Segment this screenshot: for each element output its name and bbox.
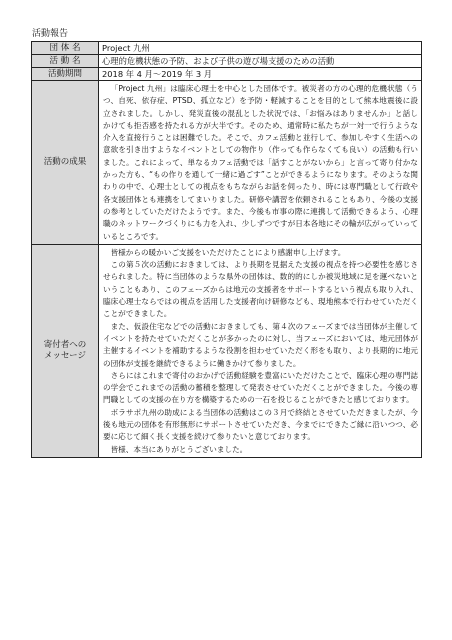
row-group-name [32,42,422,55]
message-paragraph: 皆様からの暖かいご支援をいただけたことにより感謝申し上げます。 [110,247,346,257]
group-name-value: Project 九州 [99,42,422,55]
message-paragraph: また、仮設住宅などでの活動におきましても、第４次のフェーズまでは当団体が主催してイベントを持たせていただくことが多かったのに対し、当フェーズにおいては、地元団体が主催するイベントを補助するような役割を担わせていただく形をも取り、より長期的に地元の団体が支援を継続できるように働きかけて参りました。 [103,321,418,368]
results-body [99,81,422,245]
message-paragraph: この第５次の活動におきましては、より長期を見据えた支援の視点を持つ必要性を感じさせられました。特に当団体のような県外の団体は、数的的にしか被災地域に足を運べないということもあり、このフェーズからは地元の支援者をサポートするという視点も取り入れ、臨床心理士ならではの視点を活用した支援者向け研修なども、現地熊本で行わせていただくことができました。 [103,260,418,319]
period-value: 2018 年 4 月～2019 年 3 月 [99,68,422,81]
period-label: 活動期間 [32,68,99,81]
activity-name-label: 活 動 名 [32,55,99,68]
row-results [32,81,422,245]
message-paragraph: さらにはこれまで寄付のおかげで活動経験を豊富にいただけたことで、臨床心理の専門誌の学会でこれまでの活動の蓄積を整理して発表させていただくことができました。今後の専門職としての支援の在り方を構築するための一石を投じることができたと感じております。 [103,370,418,405]
message-body [99,244,422,457]
message-paragraph: 皆様、本当にありがとうございました。 [110,444,248,454]
results-label: 活動の成果 [32,81,99,245]
message-paragraph: ボラサポ九州の助成による当団体の活動はこの３月で終結とさせていただきましたが、今後も地元の団体を有形無形にサポートさせていただき、今までにできたご縁に沿いつつ、必要に応じて細く長く支援を続けて参りたいと意じております。 [103,407,418,442]
row-message [32,244,422,457]
results-paragraph: 「Project 九州」は臨床心理士を中心とした団体です。被災者の方の心理的危機状態（うつ、自死、依存症、PTSD、孤立など）を予防・軽減することを目的として熊本地震後に設立されました。しかし、発災直後の混乱とした状況では、「お悩みはありませんか」と話しかけても拒否感を持たれる方が大半です。そのため、通常時に私たちが一対一で行うような介入を直接行うことは困難でした。そこで、カフェ活動と並行して、参加しやすく生活への意欲を引き出すようなイベントとしての物作り（作っても作らなくても良い）の活動も行いました。これによって、単なるカフェ活動では「話すことがないから」と言って寄り付かなかった方も、“もの作りを通して一緒に過ごす”ことができるようになります。そのような関わりの中で、心理士としての視点をもちながらお話を伺ったり、時には専門職として行政や各支援団体とも連携をしてまいりました。研修や講習を依頼されることもあり、今後の支援の参考としていただけたようです。また、今後も市事の際に連携して活動できるよう、心理職のネットワークづくりにも力を入れ、少しずつですが日本各地にその輪が広がっていっているところです。 [103,84,418,241]
message-label [32,244,99,457]
message-label-line2: メッセージ [44,350,86,361]
report-heading: 活動報告 [32,29,69,39]
row-period [32,68,422,81]
report-table [31,41,422,458]
row-activity-name [32,55,422,68]
activity-name-value: 心理的危機状態の予防、および子供の遊び場支援のための活動 [99,55,422,68]
group-name-label: 団 体 名 [32,42,99,55]
message-label-line1: 寄付者への [43,339,87,350]
